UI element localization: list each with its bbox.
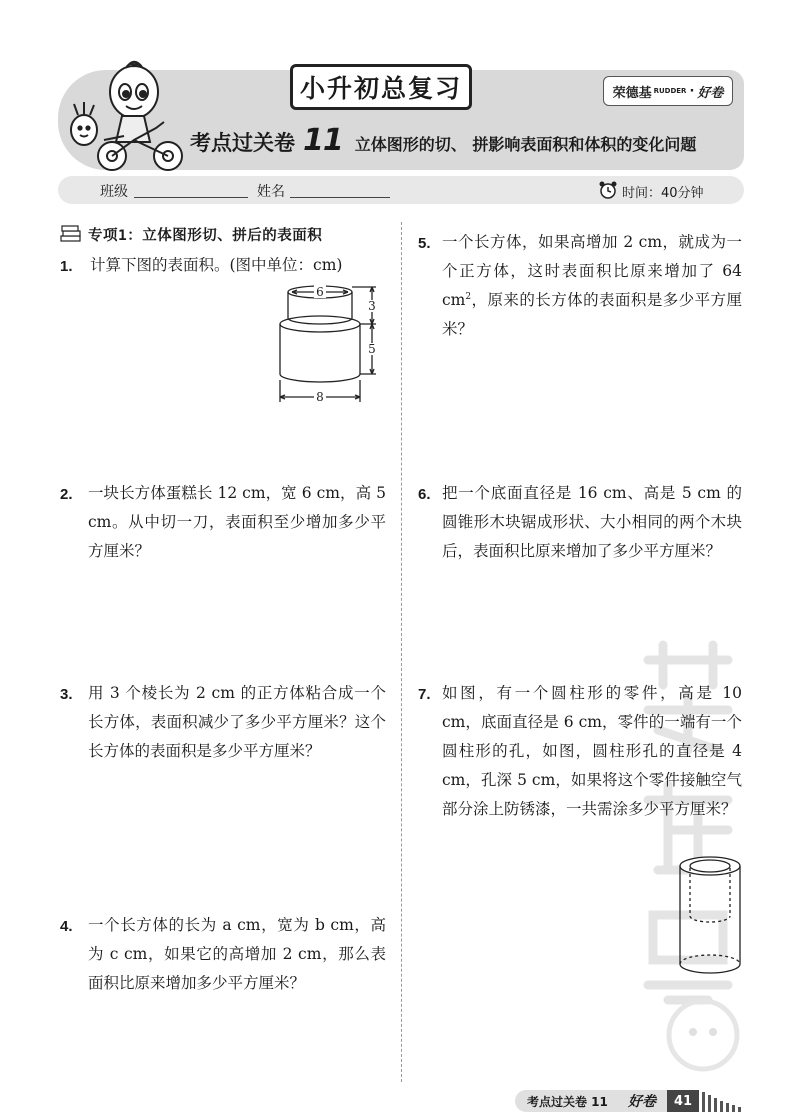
- figure-1-top-height: 3: [368, 299, 376, 313]
- question-4-text: 一个长方体的长为 a cm，宽为 b cm，高为 c cm，如果它的高增加 2 cm，那么表面积比原来增加多少平方厘米？: [88, 916, 386, 992]
- series-title: 小升初总复习: [290, 64, 472, 110]
- page-number: 41: [667, 1090, 699, 1112]
- name-field[interactable]: [290, 197, 390, 198]
- figure-7-cylinder-with-hole: [672, 852, 748, 986]
- brand-sub: 好卷: [697, 85, 724, 101]
- figure-1-bottom-diameter: 8: [316, 390, 324, 404]
- paper-title-prefix: 考点过关卷: [190, 131, 295, 155]
- question-3-text: 用 3 个棱长为 2 cm 的正方体粘合成一个长方体，表面积减少了多少平方厘米？这个长方体的表面积是多少平方厘米？: [88, 684, 386, 760]
- question-7-number: 7.: [418, 686, 431, 703]
- figure-1-top-diameter: 6: [316, 285, 324, 299]
- mascot-illustration: [64, 52, 194, 177]
- name-label: 姓名: [257, 184, 285, 200]
- figure-1-stacked-cylinders: [268, 280, 388, 408]
- brand-logo: [603, 76, 733, 106]
- alarm-clock-icon: [598, 180, 618, 200]
- question-5-text-a: 一个长方体，如果高增加 2 cm，就成为一个正方体，这时表面积比原来增加了 64 cm: [442, 233, 742, 309]
- paper-number: 11: [303, 123, 343, 158]
- column-divider: [401, 222, 402, 1082]
- class-field[interactable]: [134, 197, 248, 198]
- question-5-superscript: 2: [465, 291, 472, 302]
- brand-name-en: RUDDER: [653, 87, 687, 95]
- question-6-text: 把一个底面直径是 16 cm、高是 5 cm 的圆锥形木块锯成形状、大小相同的两个木块后，表面积比原来增加了多少平方厘米？: [442, 484, 742, 560]
- books-icon: [60, 225, 82, 243]
- question-5-number: 5.: [418, 235, 431, 252]
- question-1-text: 计算下图的表面积。(图中单位：cm): [90, 256, 343, 274]
- footer-label: 考点过关卷 11: [527, 1095, 608, 1109]
- section-title: 专项1：立体图形切、拼后的表面积: [88, 228, 323, 244]
- question-4-number: 4.: [60, 918, 73, 935]
- question-5-text-b: ，原来的长方体的表面积是多少平方厘米？: [442, 291, 742, 338]
- question-3-number: 3.: [60, 686, 73, 703]
- paper-title: [190, 123, 745, 159]
- question-7-text: 如图，有一个圆柱形的零件，高是 10 cm，底面直径是 6 cm，零件的一端有一个圆柱形的孔，如图，圆柱形孔的直径是 4 cm，孔深 5 cm，如果将这个零件接触空气部分涂上防锈漆，一共需涂多少平方厘米？: [442, 684, 742, 818]
- footer-logo: 好卷: [628, 1094, 656, 1110]
- question-5-text: [442, 228, 742, 344]
- question-6-number: 6.: [418, 486, 431, 503]
- question-2-text: 一块长方体蛋糕长 12 cm，宽 6 cm，高 5 cm。从中切一刀，表面积至少增加多少平方厘米？: [88, 484, 386, 560]
- footer-stripes-decoration: [702, 1090, 746, 1112]
- brand-name: 荣德基: [612, 85, 652, 101]
- figure-1-bottom-height: 5: [368, 342, 376, 356]
- brand-separator: ·: [689, 83, 695, 99]
- class-label: 班级: [100, 184, 128, 200]
- time-limit: 时间：40分钟: [622, 186, 704, 201]
- question-2-number: 2.: [60, 486, 73, 503]
- question-1-number: 1.: [60, 258, 73, 275]
- paper-subtitle: 立体图形的切、 拼影响表面积和体积的变化问题: [354, 135, 697, 154]
